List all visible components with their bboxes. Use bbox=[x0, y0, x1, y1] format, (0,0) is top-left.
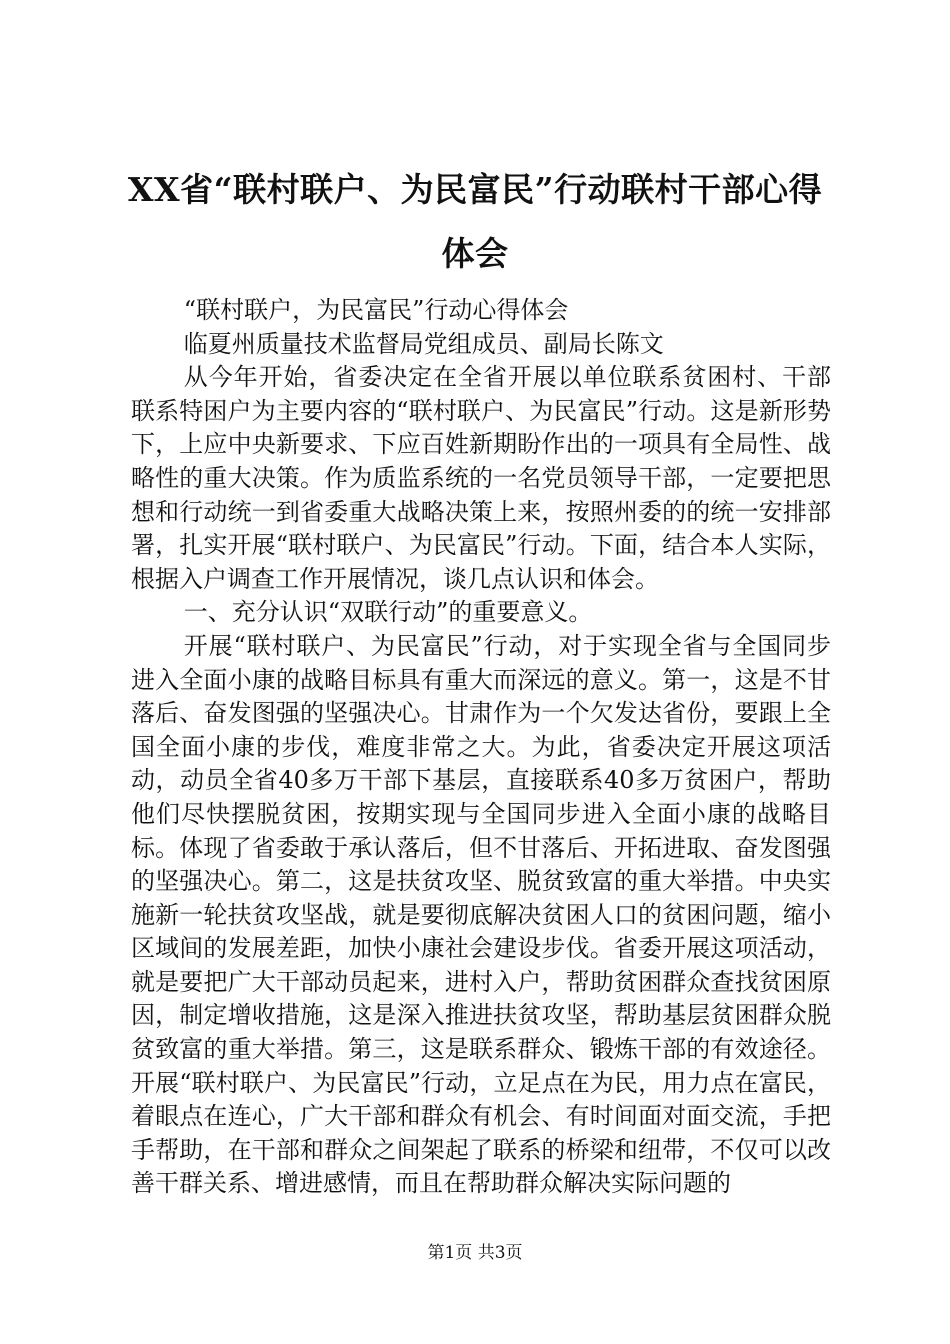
page-footer: 第1页 共3页 bbox=[427, 1243, 523, 1263]
document-body bbox=[131, 294, 831, 1201]
subtitle-line: “联村联户，为民富民”行动心得体会 bbox=[183, 296, 569, 324]
section-heading-1: 一、充分认识“双联行动”的重要意义。 bbox=[183, 598, 593, 627]
paragraph-1: 从今年开始，省委决定在全省开展以单位联系贫困村、干部联系特困户为主要内容的“联村联户、为民富民”行动。这是新形势下，上应中央新要求、下应百姓新期盼作出的一项具有全局性、战略性的重大决策。作为质监系统的一名党员领导干部，一定要把思想和行动统一到省委重大战略决策上来，按照州委的的统一安排部署，扎实开展“联村联户、为民富民”行动。下面，结合本人实际，根据入户调查工作开展情况，谈几点认识和体会。 bbox=[131, 363, 831, 593]
author-line: 临夏州质量技术监督局党组成员、副局长陈文 bbox=[183, 329, 664, 358]
document-title: XX省“联村联户、为民富民”行动联村干部心得体会 bbox=[127, 170, 823, 273]
paragraph-2: 开展“联村联户、为民富民”行动，对于实现全省与全国同步进入全面小康的战略目标具有重大而深远的意义。第一，这是不甘落后、奋发图强的坚强决心。甘肃作为一个欠发达省份，要跟上全国全面小康的步伐，难度非常之大。为此，省委决定开展这项活动，动员全省40多万干部下基层，直接联系40多万贫困户，帮助他们尽快摆脱贫困，按期实现与全国同步进入全面小康的战略目标。体现了省委敢于承认落后，但不甘落后、开拓进取、奋发图强的坚强决心。第二，这是扶贫攻坚、脱贫致富的重大举措。中央实施新一轮扶贫攻坚战，就是要彻底解决贫困人口的贫困问题，缩小区域间的发展差距，加快小康社会建设步伐。省委开展这项活动，就是要把广大干部动员起来，进村入户，帮助贫困群众查找贫困原因，制定增收措施，这是深入推进扶贫攻坚，帮助基层贫困群众脱贫致富的重大举措。第三，这是联系群众、锻炼干部的有效途径。开展“联村联户、为民富民”行动，立足点在为民，用力点在富民，着眼点在连心，广大干部和群众有机会、有时间面对面交流，手把手帮助，在干部和群众之间架起了联系的桥梁和纽带，不仅可以改善干群关系、增进感情，而且在帮助群众解决实际问题的 bbox=[131, 631, 831, 1198]
